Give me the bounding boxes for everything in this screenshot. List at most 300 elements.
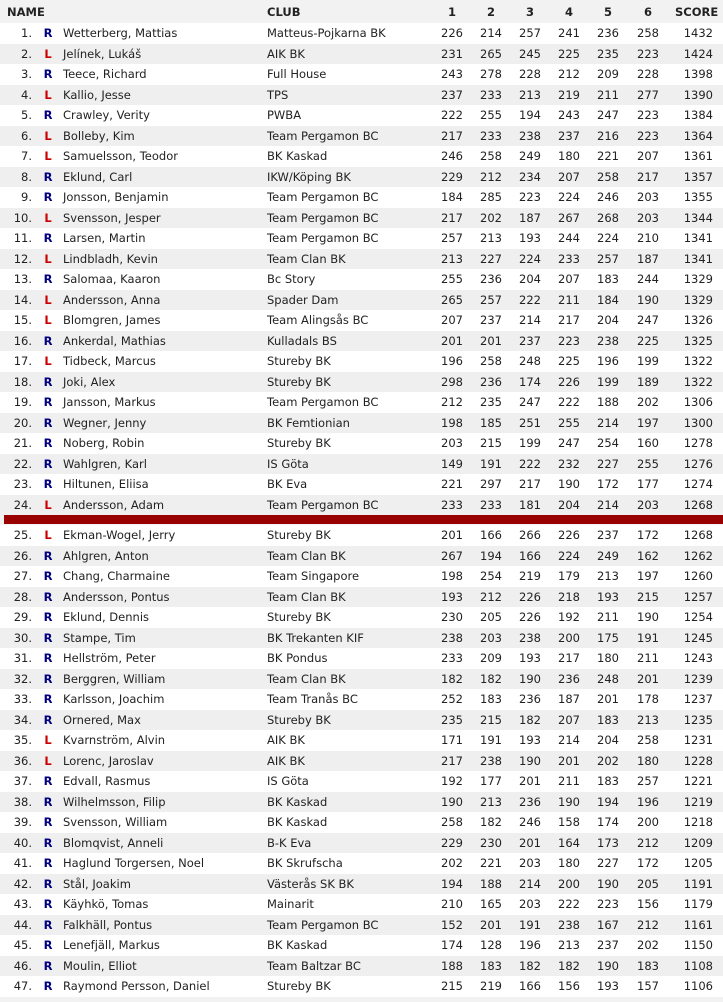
club-name: TPS bbox=[267, 87, 289, 102]
game-4-score: 255 bbox=[558, 415, 580, 430]
hand-indicator: L bbox=[44, 354, 52, 368]
club-name: Team Clan BK bbox=[267, 548, 346, 563]
hand-indicator: R bbox=[43, 692, 53, 706]
game-2-score: 209 bbox=[480, 651, 502, 665]
game-1-score: 203 bbox=[441, 436, 463, 450]
game-1-score: 202 bbox=[441, 856, 463, 870]
game-6-score: 187 bbox=[637, 251, 659, 266]
hand-indicator: L bbox=[44, 497, 52, 512]
game-2-score: 185 bbox=[480, 415, 502, 430]
total-score: 1209 bbox=[683, 835, 713, 850]
game-6-score: 244 bbox=[637, 272, 659, 286]
game-2-score: 183 bbox=[480, 958, 502, 973]
table-row bbox=[0, 228, 723, 249]
game-3-score: 266 bbox=[519, 528, 541, 542]
game-4-score: 158 bbox=[558, 815, 580, 829]
club-name: Kulladals BS bbox=[267, 333, 337, 348]
hand-indicator: R bbox=[43, 26, 53, 40]
player-name: Salomaa, Kaaron bbox=[63, 272, 161, 286]
game-5-score: 224 bbox=[597, 231, 619, 245]
game-4-score: 217 bbox=[558, 651, 580, 665]
game-6-score: 162 bbox=[637, 548, 659, 563]
game-4-score: 226 bbox=[558, 528, 580, 542]
game-4-score: 180 bbox=[558, 149, 580, 163]
table-row bbox=[0, 976, 723, 997]
game-4-score: 222 bbox=[558, 897, 580, 911]
game-2-score: 165 bbox=[480, 897, 502, 911]
game-3-score: 166 bbox=[519, 548, 541, 563]
club-name: Team Pergamon BC bbox=[267, 190, 379, 204]
game-5-score: 194 bbox=[597, 794, 619, 809]
game-6-score: 197 bbox=[637, 569, 659, 583]
rank-cell: 44. bbox=[13, 917, 32, 932]
game-2-score: 255 bbox=[480, 108, 502, 122]
total-score: 1108 bbox=[683, 958, 713, 973]
game-3-score: 182 bbox=[519, 958, 541, 973]
game-3-score: 203 bbox=[519, 897, 541, 911]
club-name: Team Singapore bbox=[267, 569, 360, 583]
game-2-score: 177 bbox=[480, 774, 502, 788]
player-name: Hellström, Peter bbox=[63, 651, 156, 665]
game-5-score: 227 bbox=[597, 456, 619, 471]
game-5-score: 214 bbox=[597, 497, 619, 512]
game-1-score: 194 bbox=[441, 876, 463, 891]
table-row bbox=[0, 648, 723, 669]
rank-cell: 5. bbox=[21, 108, 32, 122]
hand-indicator: R bbox=[43, 436, 53, 450]
game-3-score: 193 bbox=[519, 651, 541, 665]
game-6-score: 191 bbox=[637, 630, 659, 645]
table-row bbox=[0, 187, 723, 208]
total-score: 1191 bbox=[683, 876, 713, 891]
game-1-score: 201 bbox=[441, 333, 463, 348]
player-name: Andersson, Anna bbox=[63, 292, 161, 307]
game-2-score: 213 bbox=[480, 231, 502, 245]
game-2-score: 183 bbox=[480, 692, 502, 706]
game-5-score: 204 bbox=[597, 313, 619, 327]
hand-indicator: R bbox=[43, 815, 53, 829]
game-5-score: 209 bbox=[597, 67, 619, 81]
table-row bbox=[0, 792, 723, 813]
rank-cell: 7. bbox=[21, 149, 32, 163]
game-3-score: 248 bbox=[519, 354, 541, 368]
total-score: 1325 bbox=[683, 333, 713, 348]
game-5-score: 235 bbox=[597, 46, 619, 61]
game-4-score: 201 bbox=[558, 753, 580, 768]
player-name: Raymond Persson, Daniel bbox=[63, 979, 210, 993]
hand-indicator: R bbox=[43, 938, 53, 952]
game-2-score: 191 bbox=[480, 456, 502, 471]
game-6-score: 257 bbox=[637, 774, 659, 788]
hand-indicator: R bbox=[43, 630, 53, 645]
rank-cell: 20. bbox=[13, 415, 32, 430]
game-4-score: 207 bbox=[558, 712, 580, 727]
game-3-score: 222 bbox=[519, 456, 541, 471]
total-score: 1276 bbox=[683, 456, 713, 471]
hand-indicator: R bbox=[43, 589, 53, 604]
hand-indicator: R bbox=[43, 456, 53, 471]
total-score: 1231 bbox=[683, 733, 713, 747]
game-2-score: 205 bbox=[480, 610, 502, 624]
game-3-score: 234 bbox=[519, 169, 541, 184]
game-2-score: 254 bbox=[480, 569, 502, 583]
game-1-score: 217 bbox=[441, 128, 463, 143]
game-4-score: 224 bbox=[558, 548, 580, 563]
game-1-score: 258 bbox=[441, 815, 463, 829]
game-2-score: 237 bbox=[480, 313, 502, 327]
game-4-score: 222 bbox=[558, 395, 580, 409]
total-score: 1106 bbox=[683, 979, 713, 993]
game-4-score: 267 bbox=[558, 210, 580, 225]
game-5-score: 196 bbox=[597, 354, 619, 368]
game-4-score: 187 bbox=[558, 692, 580, 706]
hand-indicator: R bbox=[43, 671, 53, 686]
rank-cell: 43. bbox=[13, 897, 32, 911]
table-row bbox=[0, 331, 723, 352]
game-1-score: 231 bbox=[441, 46, 463, 61]
club-name: BK Femtionian bbox=[267, 415, 350, 430]
table-row bbox=[0, 710, 723, 731]
game-5-score: 172 bbox=[597, 477, 619, 491]
hand-indicator: R bbox=[43, 651, 53, 665]
hand-indicator: R bbox=[43, 835, 53, 850]
game-4-score: 190 bbox=[558, 477, 580, 491]
total-score: 1278 bbox=[683, 436, 713, 450]
hand-indicator: R bbox=[43, 548, 53, 563]
club-name: Team Pergamon BC bbox=[267, 231, 379, 245]
club-name: BK Kaskad bbox=[267, 794, 328, 809]
total-score: 1364 bbox=[683, 128, 713, 143]
game-3-score: 203 bbox=[519, 856, 541, 870]
rank-cell: 31. bbox=[13, 651, 32, 665]
hand-indicator: R bbox=[43, 897, 53, 911]
game-4-score: 233 bbox=[558, 251, 580, 266]
game-3-score: 223 bbox=[519, 190, 541, 204]
rank-cell: 10. bbox=[13, 210, 32, 225]
game-5-score: 211 bbox=[597, 610, 619, 624]
game-5-score: 213 bbox=[597, 569, 619, 583]
game-6-score: 178 bbox=[637, 692, 659, 706]
club-name: Team Pergamon BC bbox=[267, 128, 379, 143]
game-6-score: 200 bbox=[637, 815, 659, 829]
hand-indicator: L bbox=[44, 210, 52, 225]
hand-indicator: L bbox=[44, 528, 52, 542]
game-6-score: 183 bbox=[637, 958, 659, 973]
rank-cell: 34. bbox=[13, 712, 32, 727]
game-2-score: 233 bbox=[480, 497, 502, 512]
club-name: IKW/Köping BK bbox=[267, 169, 351, 184]
game-1-score: 233 bbox=[441, 497, 463, 512]
game-4-score: 212 bbox=[558, 67, 580, 81]
game-6-score: 277 bbox=[637, 87, 659, 102]
total-score: 1161 bbox=[683, 917, 713, 932]
game-6-score: 210 bbox=[637, 231, 659, 245]
table-row bbox=[0, 454, 723, 475]
player-name: Kallio, Jesse bbox=[63, 87, 131, 102]
table-row bbox=[0, 730, 723, 751]
game-2-score: 215 bbox=[480, 436, 502, 450]
table-row bbox=[0, 628, 723, 649]
game-6-score: 172 bbox=[637, 528, 659, 542]
rank-cell: 16. bbox=[13, 333, 32, 348]
player-name: Svensson, William bbox=[63, 815, 168, 829]
total-score: 1306 bbox=[683, 395, 713, 409]
rank-cell: 37. bbox=[13, 774, 32, 788]
rank-cell: 18. bbox=[13, 374, 32, 389]
game-2-score: 215 bbox=[480, 712, 502, 727]
player-name: Samuelsson, Teodor bbox=[63, 149, 178, 163]
rank-cell: 23. bbox=[13, 477, 32, 491]
total-score: 1341 bbox=[683, 231, 713, 245]
rank-cell: 14. bbox=[13, 292, 32, 307]
total-score: 1262 bbox=[683, 548, 713, 563]
game-6-score: 217 bbox=[637, 169, 659, 184]
hand-indicator: L bbox=[44, 753, 52, 768]
table-row bbox=[0, 269, 723, 290]
game-2-score: 278 bbox=[480, 67, 502, 81]
game-2-score: 202 bbox=[480, 210, 502, 225]
total-score: 1398 bbox=[683, 67, 713, 81]
table-header bbox=[0, 0, 723, 23]
game-4-score: 214 bbox=[558, 733, 580, 747]
club-name: Team Pergamon BC bbox=[267, 497, 379, 512]
player-name: Ahlgren, Anton bbox=[63, 548, 149, 563]
game-5-score: 175 bbox=[597, 630, 619, 645]
rank-cell: 22. bbox=[13, 456, 32, 471]
game-4-score: 232 bbox=[558, 456, 580, 471]
player-name: Blomqvist, Anneli bbox=[63, 835, 164, 850]
game-3-score: 217 bbox=[519, 477, 541, 491]
hand-indicator: L bbox=[44, 87, 52, 102]
game-1-score: 257 bbox=[441, 231, 463, 245]
game-1-score: 207 bbox=[441, 313, 463, 327]
game-2-score: 285 bbox=[480, 190, 502, 204]
game-5-score: 257 bbox=[597, 251, 619, 266]
game-6-score: 201 bbox=[637, 671, 659, 686]
game-1-score: 217 bbox=[441, 753, 463, 768]
rank-cell: 41. bbox=[13, 856, 32, 870]
table-row bbox=[0, 351, 723, 372]
club-name: AIK BK bbox=[267, 753, 305, 768]
game-2-score: 201 bbox=[480, 917, 502, 932]
table-row bbox=[0, 689, 723, 710]
rank-cell: 46. bbox=[13, 958, 32, 973]
game-5-score: 199 bbox=[597, 374, 619, 389]
total-score: 1322 bbox=[683, 374, 713, 389]
game-5-score: 223 bbox=[597, 897, 619, 911]
game-3-score: 193 bbox=[519, 231, 541, 245]
game-3-score: 246 bbox=[519, 815, 541, 829]
table-row bbox=[0, 915, 723, 936]
player-name: Hiltunen, Eliisa bbox=[63, 477, 149, 491]
rank-cell: 12. bbox=[13, 251, 32, 266]
game-4-score: 225 bbox=[558, 354, 580, 368]
table-row bbox=[0, 751, 723, 772]
game-3-score: 213 bbox=[519, 87, 541, 102]
game-2-score: 235 bbox=[480, 395, 502, 409]
game-2-score: 182 bbox=[480, 671, 502, 686]
rank-cell: 35. bbox=[13, 733, 32, 747]
game-5-score: 211 bbox=[597, 87, 619, 102]
table-row bbox=[0, 310, 723, 331]
club-name: Stureby BK bbox=[267, 610, 331, 624]
game-5-score: 173 bbox=[597, 835, 619, 850]
game-1-score: 222 bbox=[441, 108, 463, 122]
game-1-score: 229 bbox=[441, 835, 463, 850]
total-score: 1205 bbox=[683, 856, 713, 870]
table-row bbox=[0, 525, 723, 546]
player-name: Ornered, Max bbox=[63, 712, 141, 727]
game-4-score: 192 bbox=[558, 610, 580, 624]
game-6-score: 225 bbox=[637, 333, 659, 348]
game-1-score: 229 bbox=[441, 169, 463, 184]
header-club: CLUB bbox=[267, 5, 301, 19]
game-5-score: 248 bbox=[597, 671, 619, 686]
game-4-score: 179 bbox=[558, 569, 580, 583]
game-2-score: 191 bbox=[480, 733, 502, 747]
game-1-score: 192 bbox=[441, 774, 463, 788]
hand-indicator: R bbox=[43, 979, 53, 993]
game-6-score: 172 bbox=[637, 856, 659, 870]
game-6-score: 228 bbox=[637, 67, 659, 81]
club-name: BK Kaskad bbox=[267, 815, 328, 829]
table-row bbox=[0, 105, 723, 126]
game-1-score: 193 bbox=[441, 589, 463, 604]
game-1-score: 184 bbox=[441, 190, 463, 204]
total-score: 1268 bbox=[683, 528, 713, 542]
game-1-score: 265 bbox=[441, 292, 463, 307]
game-1-score: 171 bbox=[441, 733, 463, 747]
rank-cell: 4. bbox=[21, 87, 32, 102]
table-row bbox=[0, 44, 723, 65]
game-2-score: 258 bbox=[480, 149, 502, 163]
player-name: Haglund Torgersen, Noel bbox=[63, 856, 205, 870]
player-name: Bolleby, Kim bbox=[63, 128, 135, 143]
table-row bbox=[0, 64, 723, 85]
game-5-score: 216 bbox=[597, 128, 619, 143]
game-6-score: 180 bbox=[637, 753, 659, 768]
game-4-score: 219 bbox=[558, 87, 580, 102]
table-row bbox=[0, 669, 723, 690]
game-6-score: 223 bbox=[637, 46, 659, 61]
game-1-score: 235 bbox=[441, 712, 463, 727]
game-1-score: 233 bbox=[441, 651, 463, 665]
game-2-score: 221 bbox=[480, 856, 502, 870]
hand-indicator: L bbox=[44, 46, 52, 61]
game-6-score: 223 bbox=[637, 108, 659, 122]
game-6-score: 258 bbox=[637, 733, 659, 747]
total-score: 1390 bbox=[683, 87, 713, 102]
hand-indicator: R bbox=[43, 67, 53, 81]
game-5-score: 249 bbox=[597, 548, 619, 563]
game-2-score: 182 bbox=[480, 815, 502, 829]
table-row bbox=[0, 208, 723, 229]
rank-cell: 36. bbox=[13, 753, 32, 768]
game-1-score: 152 bbox=[441, 917, 463, 932]
rank-cell: 27. bbox=[13, 569, 32, 583]
hand-indicator: R bbox=[43, 477, 53, 491]
game-6-score: 255 bbox=[637, 456, 659, 471]
player-name: Ankerdal, Mathias bbox=[63, 333, 166, 348]
club-name: BK Kaskad bbox=[267, 149, 328, 163]
rank-cell: 19. bbox=[13, 395, 32, 409]
club-name: Team Clan BK bbox=[267, 589, 346, 604]
table-body bbox=[0, 23, 723, 997]
total-score: 1221 bbox=[683, 774, 713, 788]
club-name: Team Clan BK bbox=[267, 251, 346, 266]
player-name: Lorenc, Jaroslav bbox=[63, 753, 154, 768]
player-name: Eklund, Carl bbox=[63, 169, 133, 184]
game-1-score: 238 bbox=[441, 630, 463, 645]
game-2-score: 236 bbox=[480, 272, 502, 286]
game-5-score: 247 bbox=[597, 108, 619, 122]
table-row bbox=[0, 413, 723, 434]
club-name: Team Pergamon BC bbox=[267, 395, 379, 409]
table-row bbox=[0, 85, 723, 106]
hand-indicator: R bbox=[43, 395, 53, 409]
club-name: Stureby BK bbox=[267, 712, 331, 727]
game-6-score: 202 bbox=[637, 938, 659, 952]
game-4-score: 213 bbox=[558, 938, 580, 952]
game-2-score: 258 bbox=[480, 354, 502, 368]
game-6-score: 196 bbox=[637, 794, 659, 809]
game-2-score: 203 bbox=[480, 630, 502, 645]
hand-indicator: R bbox=[43, 415, 53, 430]
game-4-score: 244 bbox=[558, 231, 580, 245]
game-1-score: 252 bbox=[441, 692, 463, 706]
game-6-score: 203 bbox=[637, 210, 659, 225]
game-4-score: 164 bbox=[558, 835, 580, 850]
total-score: 1219 bbox=[683, 794, 713, 809]
table-row bbox=[0, 23, 723, 44]
club-name: Västerås SK BK bbox=[267, 876, 354, 891]
hand-indicator: R bbox=[43, 190, 53, 204]
game-4-score: 156 bbox=[558, 979, 580, 993]
game-5-score: 184 bbox=[597, 292, 619, 307]
player-name: Stål, Joakim bbox=[63, 876, 131, 891]
game-1-score: 237 bbox=[441, 87, 463, 102]
club-name: Full House bbox=[267, 67, 327, 81]
rank-cell: 29. bbox=[13, 610, 32, 624]
club-name: B-K Eva bbox=[267, 835, 312, 850]
player-name: Jelínek, Lukáš bbox=[63, 46, 142, 61]
player-name: Edvall, Rasmus bbox=[63, 774, 151, 788]
game-4-score: 207 bbox=[558, 272, 580, 286]
hand-indicator: L bbox=[44, 149, 52, 163]
game-2-score: 128 bbox=[480, 938, 502, 952]
game-3-score: 219 bbox=[519, 569, 541, 583]
game-2-score: 201 bbox=[480, 333, 502, 348]
game-3-score: 238 bbox=[519, 630, 541, 645]
rank-cell: 25. bbox=[13, 528, 32, 542]
game-6-score: 190 bbox=[637, 610, 659, 624]
hand-indicator: R bbox=[43, 610, 53, 624]
total-score: 1150 bbox=[683, 938, 713, 952]
club-name: Stureby BK bbox=[267, 979, 331, 993]
hand-indicator: R bbox=[43, 794, 53, 809]
game-5-score: 246 bbox=[597, 190, 619, 204]
game-2-score: 227 bbox=[480, 251, 502, 266]
game-2-score: 166 bbox=[480, 528, 502, 542]
total-score: 1432 bbox=[683, 26, 713, 40]
game-3-score: 247 bbox=[519, 395, 541, 409]
rank-cell: 13. bbox=[13, 272, 32, 286]
game-1-score: 246 bbox=[441, 149, 463, 163]
game-4-score: 211 bbox=[558, 774, 580, 788]
player-name: Crawley, Verity bbox=[63, 108, 150, 122]
rank-cell: 15. bbox=[13, 313, 32, 327]
game-4-score: 218 bbox=[558, 589, 580, 604]
